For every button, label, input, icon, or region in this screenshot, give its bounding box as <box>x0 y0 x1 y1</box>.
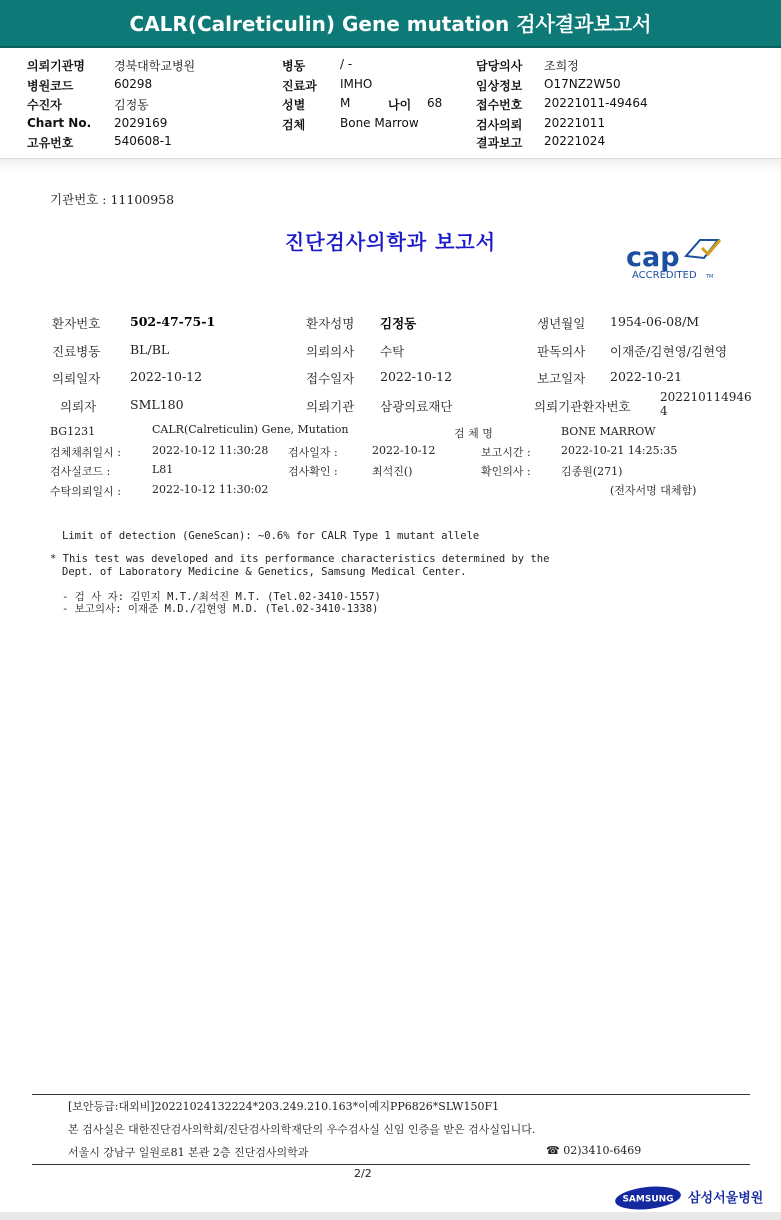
dept-label: 진료과 <box>282 79 317 93</box>
limit-of-detection: Limit of detection (GeneScan): ~0.6% for CALR Type 1 mutant allele <box>62 530 480 542</box>
room-value: L81 <box>152 463 174 476</box>
specimen-value: Bone Marrow <box>340 116 419 130</box>
chart-no-label: Chart No. <box>27 116 92 130</box>
specimen-label: 검체 <box>282 118 306 132</box>
patient-ward-label: 진료병동 <box>52 344 101 359</box>
hosp-code-value: 60298 <box>114 77 153 91</box>
reader-label: 판독의사 <box>537 344 586 359</box>
unique-no-label: 고유번호 <box>27 136 74 150</box>
dob-label: 생년월일 <box>537 316 586 331</box>
bottom-strip <box>0 1212 781 1220</box>
dob-value: 1954-06-08/M <box>610 314 700 329</box>
confirm-doc-value: 김종원(271) <box>561 465 623 478</box>
inst-pid-value-2: 4 <box>660 404 668 418</box>
inst-value: 삼광의료재단 <box>380 399 453 414</box>
phys-value: 수탁 <box>380 344 405 359</box>
req-date-value: 2022-10-12 <box>130 369 203 384</box>
age-label: 나이 <box>388 98 412 112</box>
rpt-date-label: 보고일자 <box>537 371 586 386</box>
document-title: 진단검사의학과 보고서 <box>284 230 497 254</box>
req-date-label: 의뢰일자 <box>52 371 101 386</box>
requester-label: 의뢰자 <box>60 399 97 414</box>
test-code: BG1231 <box>50 425 96 438</box>
note-line-2: Dept. of Laboratory Medicine & Genetics, Samsung Medical Center. <box>62 566 467 578</box>
inst-label: 의뢰기관 <box>306 399 355 414</box>
test-date-value: 2022-10-12 <box>372 444 436 457</box>
rcv-date-label: 접수일자 <box>306 371 355 386</box>
test-req-value: 20221011 <box>544 116 606 130</box>
address-line: 서울시 강남구 일원로81 본관 2층 진단검사의학과 <box>68 1146 309 1159</box>
footer-top-rule <box>32 1094 750 1095</box>
note-line-1: * This test was developed and its performance characteristics determined by the <box>50 553 550 565</box>
svg-text:TM: TM <box>706 274 714 280</box>
page-number: 2/2 <box>354 1167 372 1180</box>
tester-line: - 검 사 자: 김민지 M.T./최석진 M.T. (Tel.02-3410-1557) <box>62 591 381 603</box>
collect-value: 2022-10-12 11:30:28 <box>152 444 269 457</box>
test-specimen-value: BONE MARROW <box>561 425 656 438</box>
svg-text:삼성서울병원: 삼성서울병원 <box>688 1191 764 1206</box>
header-separator <box>0 158 781 174</box>
pid-label: 환자번호 <box>52 316 101 331</box>
svg-text:cap: cap <box>626 242 680 273</box>
report-time-value: 2022-10-21 14:25:35 <box>561 444 678 457</box>
dept-value: IMHO <box>340 77 373 91</box>
pid-value: 502-47-75-1 <box>130 314 216 329</box>
chart-no-value: 2029169 <box>114 116 168 130</box>
svg-text:ACCREDITED: ACCREDITED <box>632 270 697 281</box>
doctor-label: 담당의사 <box>476 59 523 73</box>
report-time-label: 보고시간 : <box>481 446 531 459</box>
rcv-date-value: 2022-10-12 <box>380 369 453 384</box>
ward-value: / - <box>340 57 353 71</box>
unique-no-value: 540608-1 <box>114 134 172 148</box>
clinical-value: O17NZ2W50 <box>544 77 621 91</box>
test-name: CALR(Calreticulin) Gene, Mutation <box>152 423 349 436</box>
req-org-label: 의뢰기관명 <box>27 59 85 73</box>
recipient-value: 김정동 <box>114 98 149 112</box>
confirm-label: 검사확인 : <box>288 465 338 478</box>
receipt-no-value: 20221011-49464 <box>544 96 648 110</box>
doctor-value: 조희정 <box>544 59 579 73</box>
recipient-label: 수진자 <box>27 98 62 112</box>
sex-label: 성별 <box>282 98 306 112</box>
reader-value: 이재준/김현영/김현영 <box>610 344 728 359</box>
test-req-label: 검사의뢰 <box>476 118 523 132</box>
result-report-value: 20221024 <box>544 134 606 148</box>
req-org-value: 경북대학교병원 <box>114 59 196 73</box>
rpt-date-value: 2022-10-21 <box>610 369 683 384</box>
report-title: CALR(Calreticulin) Gene mutation 검사결과보고서 <box>129 12 652 36</box>
entrust-value: 2022-10-12 11:30:02 <box>152 483 269 496</box>
patient-ward-value: BL/BL <box>130 342 170 357</box>
clinical-label: 임상정보 <box>476 79 523 93</box>
patient-name-value: 김정동 <box>380 316 417 331</box>
entrust-label: 수탁의뢰일시 : <box>50 485 121 498</box>
collect-label: 검체채취일시 : <box>50 446 121 459</box>
esign-note: (전자서명 대체함) <box>610 484 697 497</box>
certification-line: 본 검사실은 대한진단검사의학회/진단검사의학재단의 우수검사실 신임 인증을 받은 검사실입니다. <box>68 1123 536 1136</box>
confirm-value: 최석진() <box>372 465 413 478</box>
phys-label: 의뢰의사 <box>306 344 355 359</box>
svg-text:SAMSUNG: SAMSUNG <box>622 1194 674 1205</box>
confirm-doc-label: 확인의사 : <box>481 465 531 478</box>
requester-value: SML180 <box>130 397 184 412</box>
phone-line: ☎ 02)3410-6469 <box>546 1144 642 1157</box>
result-report-label: 결과보고 <box>476 136 523 150</box>
security-line: [보안등급:대외비]20221024132224*203.249.210.163*이예지PP6826*SLW150F1 <box>68 1100 500 1113</box>
age-value: 68 <box>427 96 443 110</box>
hosp-code-label: 병원코드 <box>27 79 74 93</box>
footer-bottom-rule <box>32 1164 750 1165</box>
cap-accredited-logo <box>622 234 732 284</box>
reporter-line: - 보고의사: 이재준 M.D./김현영 M.D. (Tel.02-3410-1338) <box>62 603 379 615</box>
test-date-label: 검사일자 : <box>288 446 338 459</box>
sex-value: M <box>340 96 351 110</box>
patient-name-label: 환자성명 <box>306 316 355 331</box>
ward-label: 병동 <box>282 59 306 73</box>
inst-pid-value-1: 202210114946 <box>660 390 752 404</box>
test-specimen-label: 검 체 명 <box>454 427 493 440</box>
room-label: 검사실코드 : <box>50 465 111 478</box>
institution-number: 기관번호 : 11100958 <box>50 192 175 207</box>
inst-pid-label: 의뢰기관환자번호 <box>534 399 631 414</box>
receipt-no-label: 접수번호 <box>476 98 523 112</box>
samsung-hospital-logo <box>614 1184 764 1212</box>
